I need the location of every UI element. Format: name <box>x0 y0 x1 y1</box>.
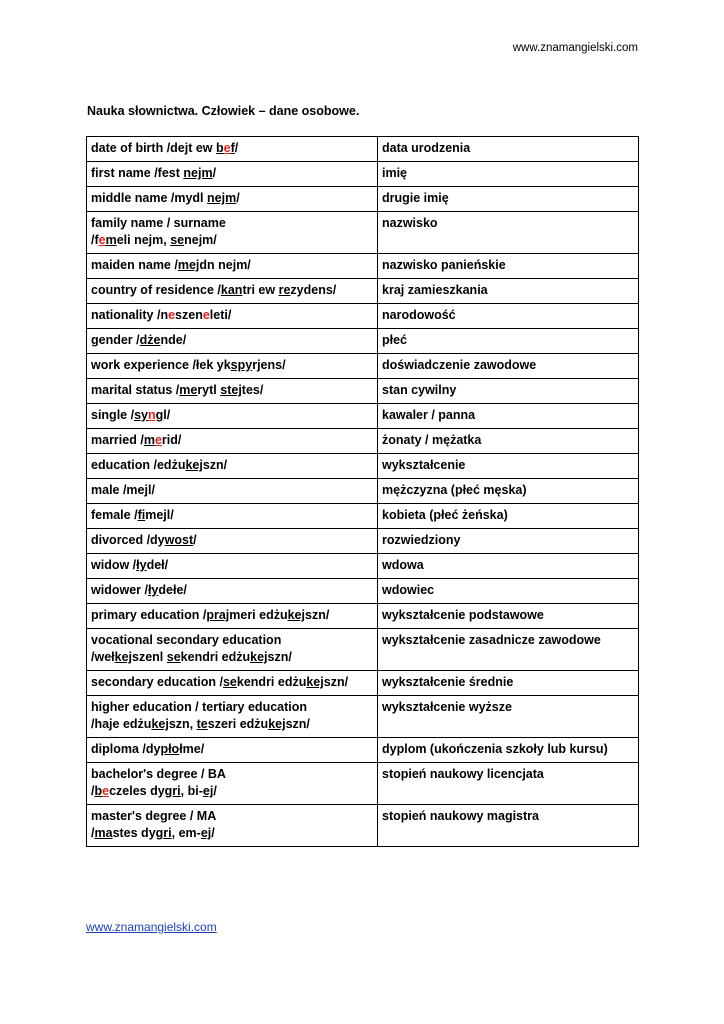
english-term-cell: country of residence /kantri ew rezydens/ <box>87 279 378 304</box>
table-row <box>87 279 639 304</box>
english-term-cell: widower /łydełe/ <box>87 579 378 604</box>
polish-translation-cell: kraj zamieszkania <box>378 279 639 304</box>
english-term-cell: primary education /prajmeri edżukejszn/ <box>87 604 378 629</box>
english-term-cell: vocational secondary education /wełkejszenl sekendri edżukejszn/ <box>87 629 378 671</box>
polish-translation-cell: wykształcenie zasadnicze zawodowe <box>378 629 639 671</box>
table-row <box>87 212 639 254</box>
table-row <box>87 696 639 738</box>
table-row <box>87 579 639 604</box>
vocabulary-table-body <box>87 137 639 847</box>
polish-translation-cell: wykształcenie wyższe <box>378 696 639 738</box>
english-term-cell: divorced /dywost/ <box>87 529 378 554</box>
polish-translation-cell: wykształcenie podstawowe <box>378 604 639 629</box>
table-row <box>87 162 639 187</box>
english-term-cell: higher education / tertiary education /haje edżukejszn, teszeri edżukejszn/ <box>87 696 378 738</box>
table-row <box>87 187 639 212</box>
english-term-cell: female /fimejl/ <box>87 504 378 529</box>
polish-translation-cell: płeć <box>378 329 639 354</box>
table-row <box>87 763 639 805</box>
polish-translation-cell: stopień naukowy licencjata <box>378 763 639 805</box>
table-row <box>87 554 639 579</box>
english-term-cell: maiden name /mejdn nejm/ <box>87 254 378 279</box>
polish-translation-cell: mężczyzna (płeć męska) <box>378 479 639 504</box>
table-row <box>87 604 639 629</box>
table-row <box>87 304 639 329</box>
table-row <box>87 404 639 429</box>
vocabulary-table <box>86 136 639 847</box>
footer-link[interactable]: www.znamangielski.com <box>86 920 217 934</box>
table-row <box>87 738 639 763</box>
table-row <box>87 329 639 354</box>
english-term-cell: bachelor's degree / BA /beczeles dygri, bi-ej/ <box>87 763 378 805</box>
english-term-cell: education /edżukejszn/ <box>87 454 378 479</box>
table-row <box>87 354 639 379</box>
polish-translation-cell: wdowa <box>378 554 639 579</box>
polish-translation-cell: doświadczenie zawodowe <box>378 354 639 379</box>
polish-translation-cell: data urodzenia <box>378 137 639 162</box>
polish-translation-cell: narodowość <box>378 304 639 329</box>
polish-translation-cell: żonaty / mężatka <box>378 429 639 454</box>
table-row <box>87 454 639 479</box>
english-term-cell: secondary education /sekendri edżukejszn/ <box>87 671 378 696</box>
polish-translation-cell: kawaler / panna <box>378 404 639 429</box>
page-title: Nauka słownictwa. Człowiek – dane osobowe. <box>87 104 360 118</box>
table-row <box>87 671 639 696</box>
english-term-cell: nationality /neszeneleti/ <box>87 304 378 329</box>
polish-translation-cell: stopień naukowy magistra <box>378 805 639 847</box>
polish-translation-cell: stan cywilny <box>378 379 639 404</box>
english-term-cell: date of birth /dejt ew bef/ <box>87 137 378 162</box>
table-row <box>87 137 639 162</box>
english-term-cell: diploma /dypłołme/ <box>87 738 378 763</box>
polish-translation-cell: imię <box>378 162 639 187</box>
polish-translation-cell: wdowiec <box>378 579 639 604</box>
table-row <box>87 254 639 279</box>
polish-translation-cell: drugie imię <box>378 187 639 212</box>
table-row <box>87 379 639 404</box>
polish-translation-cell: nazwisko panieńskie <box>378 254 639 279</box>
table-row <box>87 529 639 554</box>
english-term-cell: master's degree / MA /mastes dygri, em-ej/ <box>87 805 378 847</box>
english-term-cell: marital status /merytl stejtes/ <box>87 379 378 404</box>
table-row <box>87 504 639 529</box>
table-row <box>87 805 639 847</box>
polish-translation-cell: wykształcenie średnie <box>378 671 639 696</box>
polish-translation-cell: kobieta (płeć żeńska) <box>378 504 639 529</box>
polish-translation-cell: rozwiedziony <box>378 529 639 554</box>
english-term-cell: male /mejl/ <box>87 479 378 504</box>
english-term-cell: first name /fest nejm/ <box>87 162 378 187</box>
header-url: www.znamangielski.com <box>512 42 638 54</box>
english-term-cell: married /merid/ <box>87 429 378 454</box>
polish-translation-cell: wykształcenie <box>378 454 639 479</box>
polish-translation-cell: nazwisko <box>378 212 639 254</box>
english-term-cell: single /syngl/ <box>87 404 378 429</box>
english-term-cell: middle name /mydl nejm/ <box>87 187 378 212</box>
english-term-cell: family name / surname /femeli nejm, senejm/ <box>87 212 378 254</box>
table-row <box>87 429 639 454</box>
english-term-cell: widow /łydeł/ <box>87 554 378 579</box>
table-row <box>87 629 639 671</box>
polish-translation-cell: dyplom (ukończenia szkoły lub kursu) <box>378 738 639 763</box>
table-row <box>87 479 639 504</box>
english-term-cell: gender /dżende/ <box>87 329 378 354</box>
english-term-cell: work experience /łek ykspyrjens/ <box>87 354 378 379</box>
